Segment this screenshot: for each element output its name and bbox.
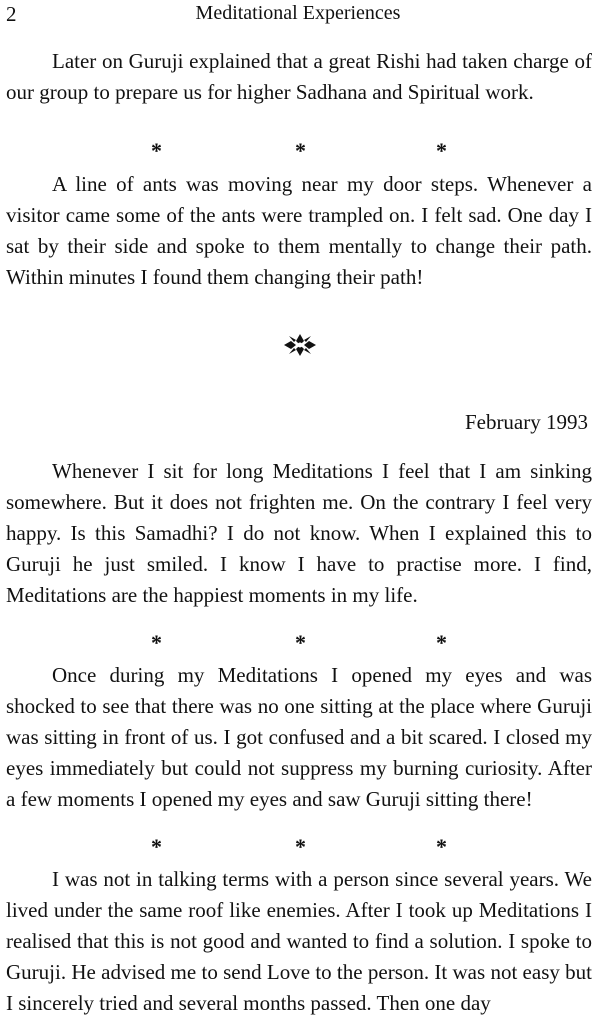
section-separator — [0, 630, 600, 654]
page-number: 2 — [6, 2, 17, 26]
page-header — [4, 2, 592, 28]
separator-star: * — [151, 138, 162, 163]
separator-star: * — [436, 138, 447, 163]
paragraph-ants: A line of ants was moving near my door steps. Whenever a visitor came some of the ants were trampled on. I felt sad. One day I sat by their side and spoke to them mentally to change their path. Within minutes I found them changing their path! — [6, 172, 592, 289]
separator-star: * — [295, 138, 306, 163]
floral-ornament-icon — [280, 330, 320, 360]
paragraph-send-love: I was not in talking terms with a person since several years. We lived under the same roof like enemies. After I took up Meditations I realised that this is not good and wanted to find a solution. I spoke to Guruji. He advised me to send Love to the person. It was not easy but I sincerely tried and several months passed. Then one day — [6, 867, 592, 1015]
paragraph-samadhi: Whenever I sit for long Meditations I feel that I am sinking somewhere. But it does not frighten me. On the contrary I feel very happy. Is this Samadhi? I do not know. When I explained this to Guruji he just smiled. I know I have to practise more. I find, Meditations are the happiest moments in my life. — [6, 459, 592, 607]
separator-star: * — [436, 834, 447, 859]
running-title: Meditational Experiences — [195, 2, 401, 24]
separator-star: * — [436, 630, 447, 655]
separator-star: * — [295, 834, 306, 859]
section-separator — [0, 834, 600, 858]
paragraph-guruji-vanished: Once during my Meditations I opened my eyes and was shocked to see that there was no one sitting at the place where Guruji was sitting in front of us. I got confused and a bit scared. I closed my eyes immediately but could not suppress my burning curiosity. After a few moments I opened my eyes and saw Guruji sitting there! — [6, 663, 592, 811]
separator-star: * — [151, 630, 162, 655]
date-heading: February 1993 — [464, 410, 588, 434]
separator-star: * — [295, 630, 306, 655]
separator-star: * — [151, 834, 162, 859]
section-separator — [0, 138, 600, 162]
paragraph-guruji-rishi: Later on Guruji explained that a great Rishi had taken charge of our group to prepare us for higher Sadhana and Spiritual work. — [6, 49, 592, 104]
